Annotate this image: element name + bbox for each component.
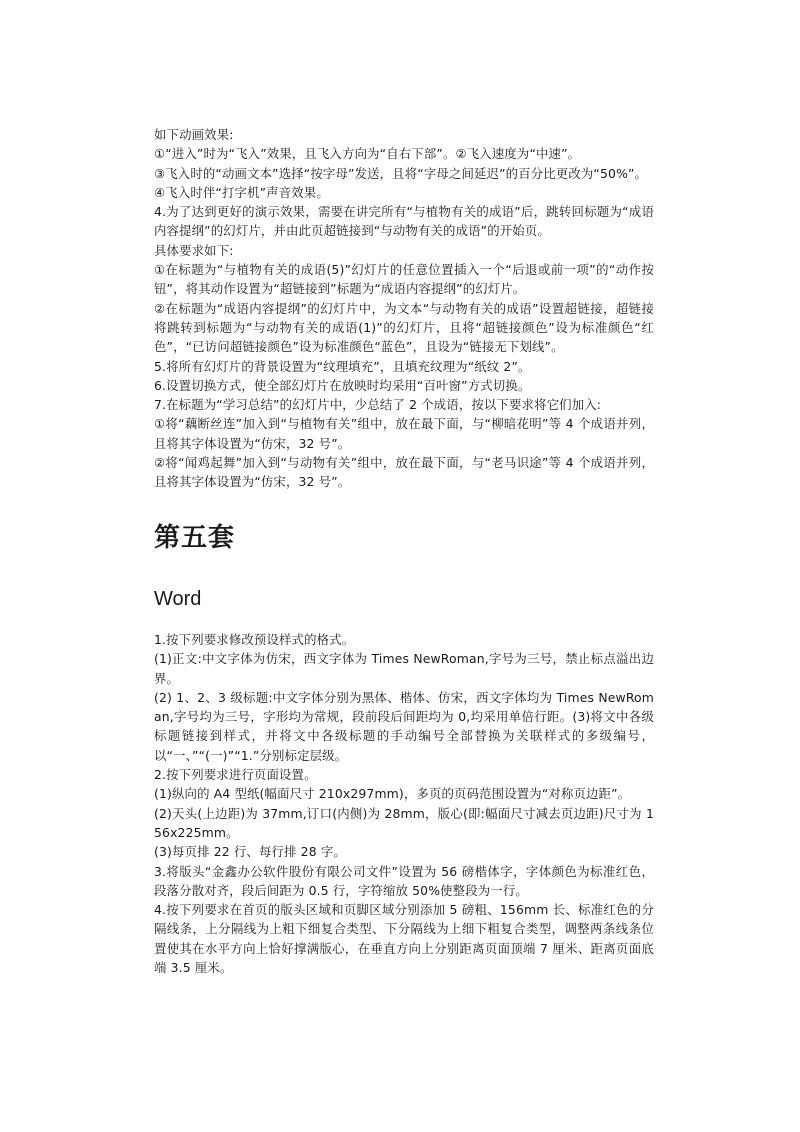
paragraph: ①将“藕断丝连”加入到“与植物有关”组中，放在最下面，与“柳暗花明”等 4 个成语并列，且将其字体设置为“仿宋，32 号”。	[154, 416, 654, 451]
heading-word: Word	[154, 588, 202, 610]
paragraph: 4.为了达到更好的演示效果，需要在讲完所有“与植物有关的成语”后，跳转回标题为“成语内容提纲”的幻灯片，并由此页超链接到“与动物有关的成语”的开始页。	[154, 204, 654, 239]
paragraph: ①在标题为“与植物有关的成语(5)”幻灯片的任意位置插入一个“后退或前一项”的“动作按钮”，将其动作设置为“超链接到”标题为“成语内容提纲”的幻灯片。	[154, 262, 654, 297]
paragraph: (2)天头(上边距)为 37mm,订口(内侧)为 28mm，版心(即:幅面尺寸减去页边距)尺寸为 156x225mm。	[154, 805, 654, 840]
paragraph: 3.将版头“金鑫办公软件股份有限公司文件”设置为 56 磅楷体字，字体颜色为标准红色，段落分散对齐，段后间距为 0.5 行，字符缩放 50%使整段为一行。	[154, 863, 654, 898]
paragraph: ①“进入”时为“飞入”效果，且飞入方向为“自右下部”。②飞入速度为“中速”。	[154, 146, 581, 162]
paragraph: ④飞入时伴“打字机”声音效果。	[154, 184, 329, 200]
word-requirements-section	[154, 630, 654, 977]
heading-set-five: 第五套	[154, 523, 236, 553]
paragraph: (3)每页排 22 行、每行排 28 字。	[154, 844, 346, 860]
ppt-requirements-section	[154, 125, 654, 492]
paragraph: ②将“闻鸡起舞”加入到“与动物有关”组中，放在最下面，与“老马识途”等 4 个成语并列，且将其字体设置为“仿宋，32 号”。	[154, 455, 654, 490]
paragraph: 如下动画效果:	[154, 127, 234, 142]
paragraph: (1)纵向的 A4 型纸(幅面尺寸 210x297mm)，多页的页码范围设置为“对称页边距”。	[154, 786, 631, 802]
paragraph: 具体要求如下:	[154, 242, 234, 258]
paragraph: ②在标题为“成语内容提纲”的幻灯片中，为文本“与动物有关的成语”设置超链接，超链接将跳转到标题为“与动物有关的成语(1)”的幻灯片，且将“超链接颜色”设为标准颜色“红色”，“已访问超链接颜色”设为标准颜色“蓝色”，且设为“链接无下划线”。	[154, 300, 654, 355]
paragraph: 1.按下列要求修改预设样式的格式。	[154, 632, 355, 647]
paragraph: 5.将所有幻灯片的背景设置为“纹理填充”，且填充纹理为“纸纹 2”。	[154, 358, 531, 374]
paragraph: (2) 1、2、3 级标题:中文字体分别为黑体、楷体、仿宋，西文字体均为 Times NewRoman,字号均为三号，字形均为常规，段前段后间距均为 0,均采用单倍行距。(3)将文中各级标题链接到样式，并将文中各级标题的手动编号全部替换为关联样式的多级编号，以“一、”“(一)”“1.”分别标定层级。	[154, 689, 654, 763]
paragraph: 4.按下列要求在首页的版头区域和页脚区域分别添加 5 磅粗、156mm 长、标准红色的分隔线条，上分隔线为上粗下细复合类型、下分隔线为上细下粗复合类型，调整两条线条位置使其在水平方向上恰好撑满版心，在垂直方向上分别距离页面顶端 7 厘米、距离页面底端 3.5 厘米。	[154, 902, 654, 976]
paragraph: 6.设置切换方式，使全部幻灯片在放映时均采用“百叶窗”方式切换。	[154, 377, 531, 393]
paragraph: 2.按下列要求进行页面设置。	[154, 767, 317, 783]
paragraph: (1)正文:中文字体为仿宋，西文字体为 Times NewRoman,字号为三号，禁止标点溢出边界。	[154, 651, 654, 686]
paragraph: ③飞入时的“动画文本”选择“按字母”发送，且将“字母之间延迟”的百分比更改为“50%”。	[154, 165, 648, 181]
paragraph: 7.在标题为“学习总结”的幻灯片中，少总结了 2 个成语，按以下要求将它们加入:	[154, 397, 602, 413]
